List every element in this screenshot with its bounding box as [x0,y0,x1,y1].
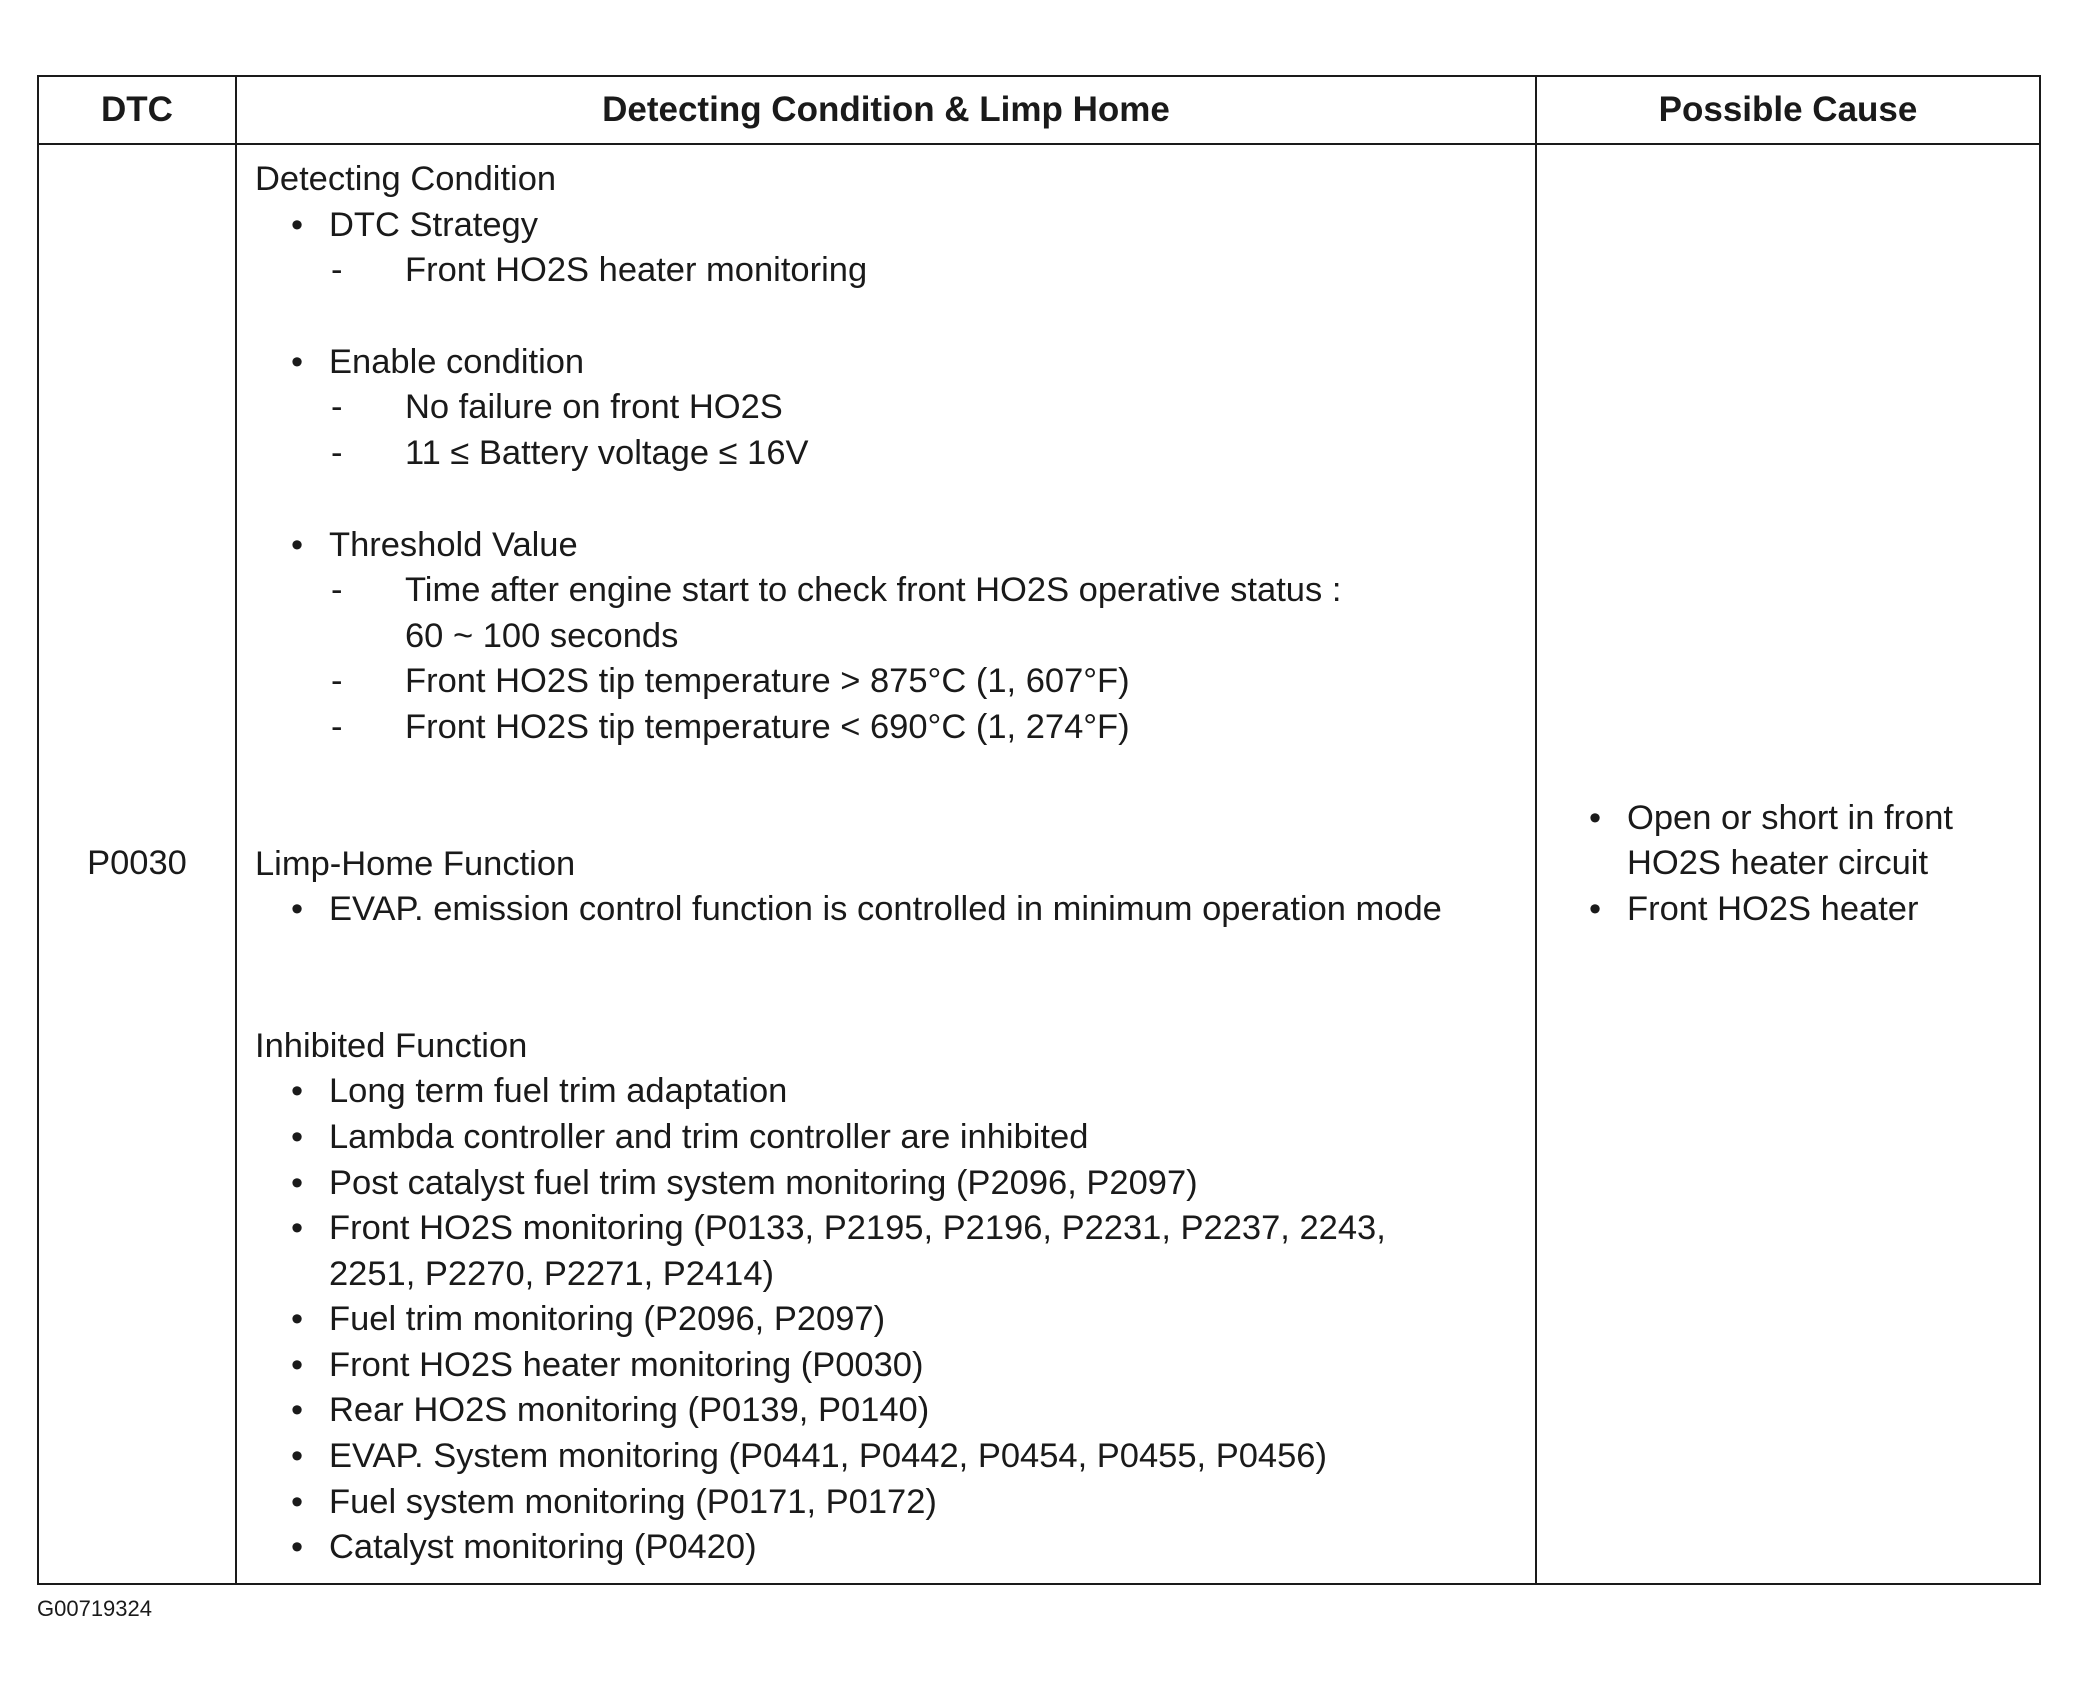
enable-condition-list [255,385,1525,476]
dtc-strategy-label: • DTC Strategy [291,203,1525,249]
limp-home-title: Limp-Home Function [255,844,576,883]
threshold-value-list [255,568,1525,750]
detecting-condition-cell [236,144,1536,1584]
list-item: • Long term fuel trim adaptation [291,1069,1525,1115]
header-detecting-condition: Detecting Condition & Limp Home [236,76,1536,144]
dtc-strategy-group [255,203,1525,249]
inhibited-function-title: Inhibited Function [255,1026,528,1065]
list-item: • Post catalyst fuel trim system monitoring (P2096, P2097) [291,1161,1525,1207]
inhibited-function-list [255,1069,1525,1571]
dtc-table [37,75,2041,1585]
list-item: - Front HO2S tip temperature < 690°C (1, 274°F) [331,705,1525,751]
list-item: • Front HO2S heater monitoring (P0030) [291,1343,1525,1389]
list-item: - No failure on front HO2S [331,385,1525,431]
list-item: • EVAP. System monitoring (P0441, P0442, P0454, P0455, P0456) [291,1434,1525,1480]
header-possible-cause: Possible Cause [1536,76,2040,144]
limp-home-list [255,887,1525,933]
list-item: • Rear HO2S monitoring (P0139, P0140) [291,1388,1525,1434]
list-item: - Time after engine start to check front HO2S operative status : 60 ~ 100 seconds [331,568,1345,659]
list-item: • Lambda controller and trim controller are inhibited [291,1115,1525,1161]
list-item: - Front HO2S heater monitoring [331,248,1525,294]
list-item: • Open or short in front HO2S heater circuit [1589,796,2027,887]
threshold-value-group [255,523,1525,569]
enable-condition-label: • Enable condition [291,340,1525,386]
dtc-strategy-list [255,248,1525,294]
list-item: • Front HO2S heater [1589,887,2039,933]
list-item: - Front HO2S tip temperature > 875°C (1, 607°F) [331,659,1525,705]
table-row [38,144,2040,1584]
figure-id: G00719324 [37,1596,152,1621]
list-item: - 11 ≤ Battery voltage ≤ 16V [331,431,1525,477]
possible-cause-list [1589,796,2039,933]
detecting-condition-title: Detecting Condition [255,160,557,198]
possible-cause-cell [1536,144,2040,1584]
header-dtc: DTC [38,76,236,144]
enable-condition-group [255,340,1525,386]
list-item: • Front HO2S monitoring (P0133, P2195, P2196, P2231, P2237, 2243, 2251, P2270, P2271, P2414) [291,1206,1409,1297]
list-item: • Fuel trim monitoring (P2096, P2097) [291,1297,1525,1343]
threshold-value-label: • Threshold Value [291,523,1525,569]
list-item: • Catalyst monitoring (P0420) [291,1525,1525,1571]
header-row [38,76,2040,144]
list-item: • EVAP. emission control function is controlled in minimum operation mode [291,887,1525,933]
dtc-code: P0030 [38,144,236,1584]
list-item: • Fuel system monitoring (P0171, P0172) [291,1480,1525,1526]
